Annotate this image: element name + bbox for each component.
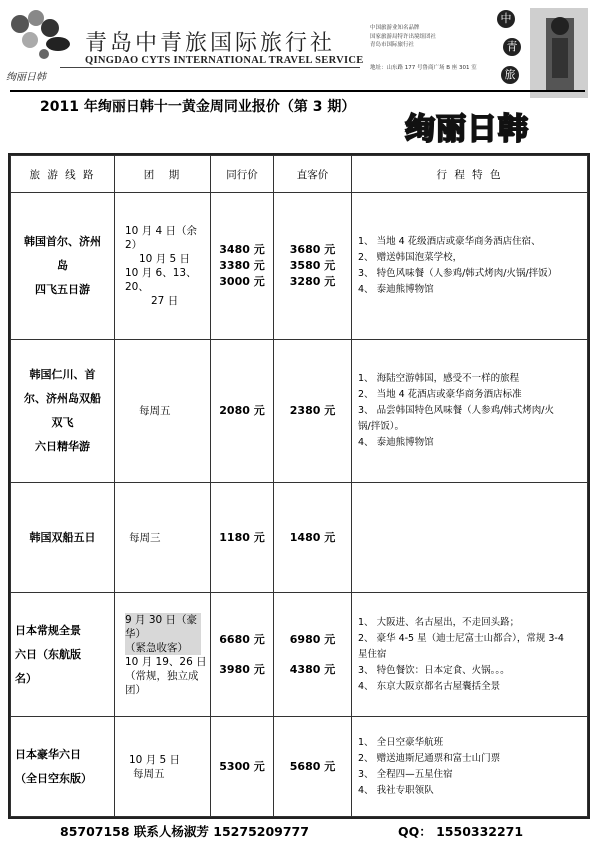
table-header-row: [11, 156, 588, 193]
slogan-char: 青: [503, 38, 521, 56]
feature-item: 3、 全程四—五星住宿: [358, 768, 453, 780]
date-line: 10 月 6、13、20、: [125, 267, 197, 293]
feature-item: 1、 全日空豪华航班: [358, 736, 444, 748]
route-line: 岛: [57, 259, 68, 272]
feature-item: 锅/拌饭）。: [358, 421, 404, 432]
contact-phone: 85707158 联系人杨淑芳 15275209777: [60, 824, 309, 839]
feature-item: 1、 海陆空游韩国，感受不一样的旅程: [358, 373, 520, 384]
feature-item: 2、 豪华 4-5 星（迪士尼富士山都合），常规 3-4: [358, 632, 564, 644]
date-line: （常规，独立成: [125, 669, 199, 682]
route-line: 韩国双船五日: [29, 530, 96, 544]
route-cell: [11, 340, 115, 483]
features-cell: [352, 593, 588, 717]
direct-price-cell: [274, 340, 352, 483]
table-row: [11, 717, 588, 817]
price-value: 3000 元: [219, 275, 265, 288]
route-line: 名）: [15, 671, 37, 685]
route-line: 双飞: [51, 416, 74, 429]
info-line: 青岛市国际旅行社: [370, 42, 415, 48]
feature-item: 1、 当地 4 花级酒店或豪华商务酒店住宿、: [358, 236, 541, 247]
feature-item: 3、 特色风味餐（人参鸡/韩式烤肉/火锅/拌饭）: [358, 268, 558, 279]
feature-item: 星住宿: [358, 648, 387, 660]
route-line: 六日精华游: [35, 440, 90, 453]
title-top-rule: [10, 90, 585, 92]
price-value: 1480 元: [289, 530, 336, 544]
contact-qq: QQ： 1550332271: [398, 824, 524, 839]
direct-price-cell: [274, 717, 352, 817]
feature-item: 3、 品尝韩国特色风味餐（人参鸡/韩式烤肉/火: [358, 405, 554, 416]
price-value: 6980 元: [289, 632, 336, 646]
peer-price-cell: [211, 717, 274, 817]
peer-price-cell: [211, 340, 274, 483]
date-cell: [115, 483, 211, 593]
feature-item: 2、 赠送迪斯尼通票和富士山门票: [358, 752, 501, 764]
route-line: 韩国仁川、首: [29, 368, 96, 381]
route-line: （全日空东版）: [15, 771, 92, 785]
date-line: 27 日: [151, 295, 179, 307]
date-line: 10 月 19、26 日: [125, 655, 207, 668]
price-value: 3980 元: [219, 662, 265, 676]
feature-item: 2、 赠送韩国泡菜学校，: [358, 252, 463, 263]
date-cell: [115, 193, 211, 340]
date-line: 9 月 30 日（豪: [125, 613, 198, 626]
slogan-char: 中: [497, 10, 515, 28]
route-line: 四飞五日游: [35, 283, 90, 296]
date-line: 每周五: [139, 405, 171, 417]
route-line: 日本豪华六日: [15, 747, 81, 761]
route-line: 尔、济州岛双船: [24, 392, 101, 405]
column-header: 直客价: [274, 156, 352, 193]
price-value: 5300 元: [219, 759, 265, 773]
feature-item: 4、 我社专职领队: [358, 784, 434, 796]
features-cell: [352, 193, 588, 340]
route-cell: [11, 193, 115, 340]
price-value: 3380 元: [219, 259, 265, 272]
table-row: [11, 340, 588, 483]
feature-item: 2、 当地 4 花酒店或豪华商务酒店标准: [358, 389, 522, 400]
peer-price-cell: [211, 193, 274, 340]
date-line: 每周五: [133, 767, 165, 780]
date-line: 10 月 5 日: [139, 253, 191, 265]
feature-item: 4、 泰迪熊博物馆: [358, 284, 434, 295]
date-line: 每周三: [129, 531, 161, 544]
feature-item: 4、 泰迪熊博物馆: [358, 437, 434, 448]
date-cell: [115, 593, 211, 717]
info-line: 国家旅游局特许出境组团社: [370, 33, 437, 40]
company-name-cn: 青岛中青旅国际旅行社: [85, 31, 336, 56]
date-line: 10 月 5 日: [129, 753, 181, 766]
route-line: 日本常规全景: [15, 623, 81, 637]
features-cell: [352, 340, 588, 483]
column-header: 旅 游 线 路: [11, 156, 115, 193]
peer-price-cell: [211, 593, 274, 717]
direct-price-cell: [274, 593, 352, 717]
highlighted-date: [125, 613, 201, 655]
company-info: [370, 24, 490, 72]
column-header: 同行价: [211, 156, 274, 193]
price-value: 3580 元: [289, 259, 336, 272]
slogan-char: 旅: [501, 66, 519, 84]
peer-price-cell: [211, 483, 274, 593]
brand-banner: 绚丽日韩: [405, 112, 529, 147]
date-cell: [115, 717, 211, 817]
price-value: 2080 元: [219, 404, 265, 417]
route-cell: [11, 593, 115, 717]
feature-item: 4、 东京大阪京都名古屋囊括全景: [358, 680, 501, 692]
features-cell: [352, 717, 588, 817]
price-value: 1180 元: [219, 530, 265, 544]
route-line: 六日（东航版: [15, 647, 81, 661]
column-header: 团 期: [115, 156, 211, 193]
direct-price-cell: [274, 193, 352, 340]
date-line: （紧急收客）: [125, 641, 188, 654]
direct-price-cell: [274, 483, 352, 593]
logo-script-text: 绚丽日韩: [6, 72, 46, 83]
info-line: 地址：山东路 177 号鲁商广场 B 座 301 室: [370, 64, 477, 71]
price-value: 6680 元: [219, 632, 265, 646]
date-line: 华）: [125, 627, 146, 640]
table-row: [11, 483, 588, 593]
info-line: 中国旅游业知名品牌: [370, 25, 420, 31]
table-row: [11, 193, 588, 340]
feature-item: 3、 特色餐饮：日本定食、火锅。。。: [358, 664, 510, 676]
price-value: 3680 元: [289, 243, 336, 256]
table-row: [11, 593, 588, 717]
page-title: 2011 年绚丽日韩十一黄金周同业报价（第 3 期）: [40, 99, 356, 115]
feature-item: 1、 大阪进、名古屋出，不走回头路；: [358, 616, 520, 628]
date-cell: [115, 340, 211, 483]
route-cell: [11, 483, 115, 593]
route-line: 韩国首尔、济州: [24, 235, 101, 248]
route-cell: [11, 717, 115, 817]
company-name-en: QINGDAO CYTS INTERNATIONAL TRAVEL SERVICE: [85, 55, 364, 66]
price-value: 5680 元: [289, 759, 336, 773]
features-cell: [352, 483, 588, 593]
header-divider: [60, 67, 360, 68]
price-table: [8, 153, 590, 819]
date-line: 10 月 4 日（余 2）: [125, 225, 198, 251]
price-value: 3480 元: [219, 243, 265, 256]
price-value: 2380 元: [289, 404, 336, 417]
column-header: 行 程 特 色: [352, 156, 588, 193]
price-value: 4380 元: [289, 662, 336, 676]
date-line: 团）: [125, 683, 146, 696]
price-value: 3280 元: [289, 275, 336, 288]
